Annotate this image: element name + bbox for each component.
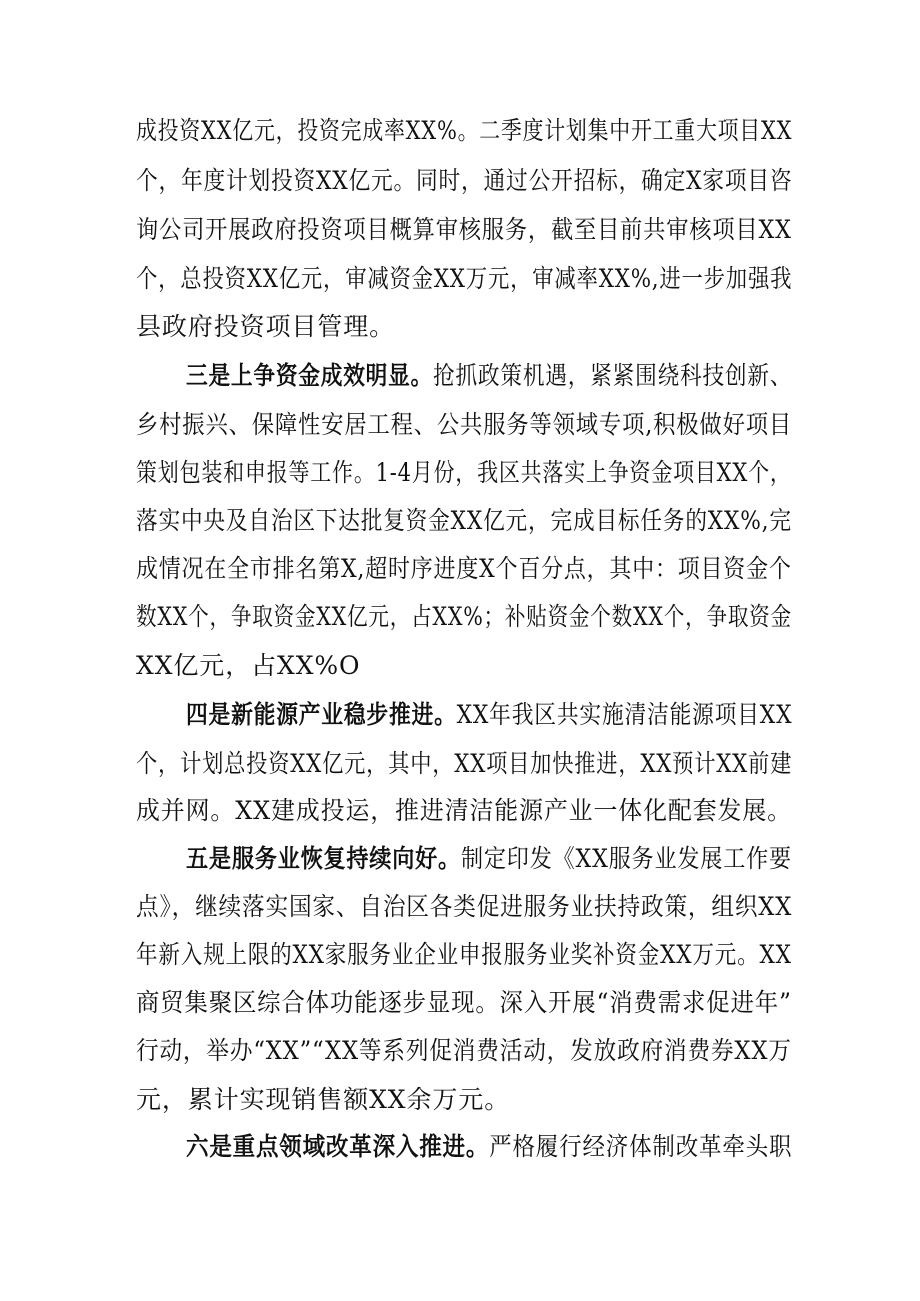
- text-line: XX亿元，占XX%O: [136, 651, 361, 680]
- text-line: 个，年度计划投资XX亿元。同时，通过公开招标，确定X家项目咨: [136, 166, 793, 195]
- text-line: 乡村振兴、保障性安居工程、公共服务等领域专项,积极做好项目: [136, 410, 793, 439]
- text-line: 商贸集聚区综合体功能逐步显现。深入开展“消费需求促进年”: [136, 988, 792, 1017]
- text-line: 成投资XX亿元，投资完成率XX%。二季度计划集中开工重大项目XX: [136, 116, 793, 145]
- text-line: 点》，继续落实国家、自治区各类促进服务业扶持政策，组织XX: [136, 892, 793, 921]
- text-line: 成并网。XX建成投运，推进清洁能源产业一体化配套发展。: [136, 796, 792, 825]
- paragraph-first-line: [186, 359, 792, 393]
- text-line: 个，总投资XX亿元，审减资金XX万元，审减率XX%,进一步加强我: [136, 264, 793, 293]
- paragraph-text: XX年我区共实施清洁能源项目XX: [456, 700, 793, 729]
- paragraph-text: 严格履行经济体制改革牵头职: [489, 1132, 793, 1161]
- text-line: 数XX个，争取资金XX亿元，占XX%；补贴资金个数XX个，争取资金: [136, 602, 792, 631]
- text-line: 个，计划总投资XX亿元，其中，XX项目加快推进，XX预计XX前建: [136, 749, 793, 778]
- paragraph-text: 制定印发《XX服务业发展工作要: [460, 844, 792, 873]
- paragraph-heading: 四是新能源产业稳步推进。: [186, 700, 457, 729]
- text-line: 成情况在全市排名第X,超时序进度X个百分点，其中：项目资金个: [136, 554, 792, 583]
- paragraph-first-line: [186, 698, 792, 732]
- text-line: 年新入规上限的XX家服务业企业申报服务业奖补资金XX万元。XX: [136, 940, 792, 969]
- text-line: 落实中央及自治区下达批复资金XX亿元，完成目标任务的XX%,完: [136, 506, 792, 535]
- paragraph-text: 抢抓政策机遇，紧紧围绕科技创新、: [433, 361, 793, 390]
- text-line: 县政府投资项目管理。: [136, 312, 396, 341]
- text-line: 询公司开展政府投资项目概算审核服务，截至目前共审核项目XX: [136, 215, 792, 244]
- paragraph-heading: 三是上争资金成效明显。: [186, 361, 434, 390]
- text-line: 行动，举办“XX”“XX等系列促消费活动，发放政府消费券XX万: [136, 1036, 792, 1065]
- text-line: 策划包装和申报等工作。1-4月份，我区共落实上争资金项目XX个，: [136, 458, 792, 487]
- paragraph-first-line: [186, 842, 792, 876]
- paragraph-heading: 五是服务业恢复持续向好。: [186, 844, 461, 873]
- paragraph-heading: 六是重点领域改革深入推进。: [186, 1132, 490, 1161]
- paragraph-first-line: [186, 1130, 792, 1164]
- text-line: 元，累计实现销售额XX余万元。: [136, 1085, 511, 1114]
